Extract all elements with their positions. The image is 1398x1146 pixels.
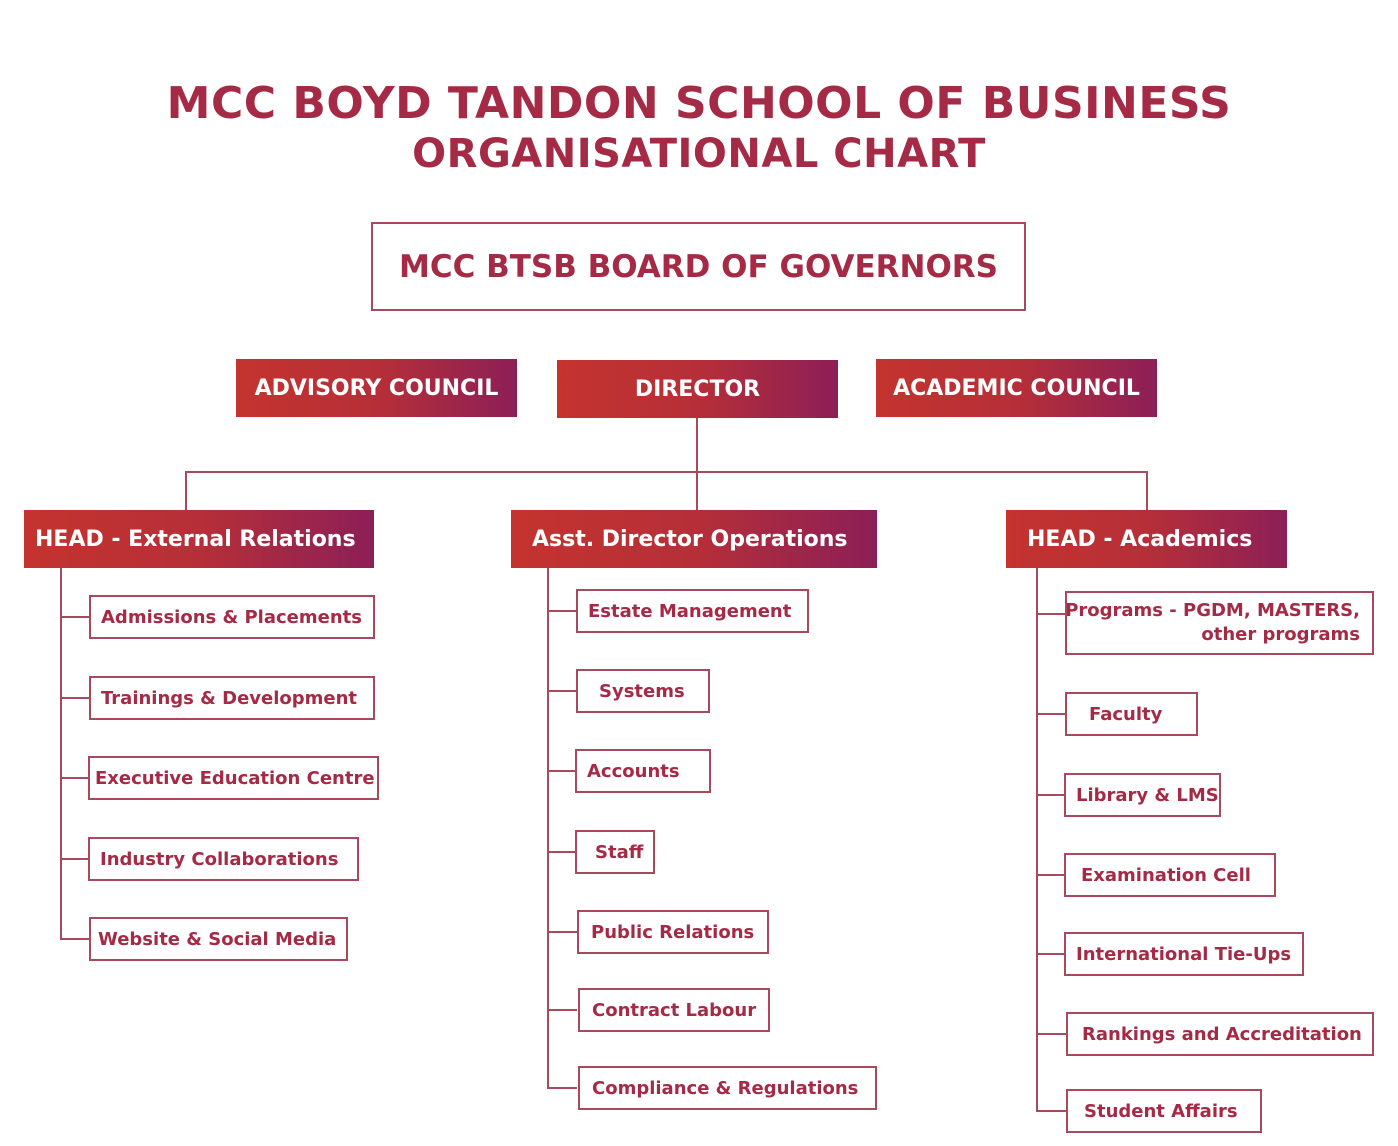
operations-branch: [547, 770, 577, 772]
operations-branch: [547, 931, 577, 933]
systems-box: [576, 669, 710, 713]
head-academics-label: HEAD - Academics: [1027, 526, 1253, 552]
external-branch: [60, 777, 89, 779]
academics-branch: [1036, 1110, 1066, 1112]
industry-collaborations-box: [88, 837, 359, 881]
external-branch: [60, 616, 89, 618]
chart-title-line-2: ORGANISATIONAL CHART: [412, 131, 986, 177]
industry-collaborations-label: Industry Collaborations: [100, 848, 339, 870]
academics-branch: [1036, 1033, 1066, 1035]
executive-education-label: Executive Education Centre: [95, 767, 375, 789]
rankings-accreditation-box: [1066, 1012, 1374, 1056]
estate-management-box: [576, 589, 809, 633]
admissions-placements-box: [89, 595, 375, 639]
staff-label: Staff: [595, 841, 644, 863]
operations-branch: [547, 1087, 577, 1089]
chart-title-line-1: MCC BOYD TANDON SCHOOL OF BUSINESS: [166, 78, 1232, 129]
contract-labour-label: Contract Labour: [592, 999, 757, 1021]
international-tie-ups-box: [1064, 932, 1304, 976]
advisory-council-box: [236, 359, 517, 417]
external-spine: [60, 568, 62, 940]
programs-label-line-2: other programs: [1201, 624, 1360, 645]
head-academics-box: [1006, 510, 1287, 568]
examination-cell-label: Examination Cell: [1081, 864, 1251, 886]
external-branch: [60, 697, 89, 699]
external-branch: [60, 938, 89, 940]
operations-branch: [547, 851, 577, 853]
compliance-regulations-box: [578, 1066, 877, 1110]
director-label: DIRECTOR: [634, 376, 761, 402]
trainings-development-box: [89, 676, 375, 720]
external-drop-line: [185, 471, 187, 510]
faculty-label: Faculty: [1089, 703, 1163, 725]
compliance-regulations-label: Compliance & Regulations: [592, 1077, 859, 1099]
student-affairs-label: Student Affairs: [1084, 1100, 1238, 1122]
rankings-accreditation-label: Rankings and Accreditation: [1082, 1023, 1362, 1045]
student-affairs-box: [1066, 1089, 1262, 1133]
admissions-placements-label: Admissions & Placements: [101, 606, 362, 628]
academics-spine: [1036, 568, 1038, 1112]
head-external-relations-box: [24, 510, 374, 568]
operations-branch: [547, 1009, 577, 1011]
academic-council-box: [876, 359, 1157, 417]
website-social-media-label: Website & Social Media: [98, 928, 337, 950]
systems-label: Systems: [599, 680, 685, 702]
director-connector: [696, 418, 698, 510]
operations-branch: [547, 690, 577, 692]
academics-branch: [1036, 874, 1066, 876]
library-lms-box: [1064, 773, 1221, 817]
board-of-governors-label: MCC BTSB BOARD OF GOVERNORS: [398, 248, 999, 285]
head-external-relations-label: HEAD - External Relations: [35, 526, 356, 552]
library-lms-label: Library & LMS: [1076, 784, 1219, 806]
faculty-box: [1065, 692, 1198, 736]
public-relations-box: [577, 910, 769, 954]
asst-director-operations-label: Asst. Director Operations: [532, 526, 848, 552]
asst-director-operations-box: [511, 510, 877, 568]
academics-drop-line: [1146, 471, 1148, 510]
estate-management-label: Estate Management: [588, 600, 792, 622]
programs-box: [1065, 591, 1374, 655]
executive-education-box: [88, 756, 379, 800]
operations-branch: [547, 610, 577, 612]
international-tie-ups-label: International Tie-Ups: [1076, 943, 1292, 965]
advisory-council-label: ADVISORY COUNCIL: [254, 375, 499, 401]
programs-label-line-1: Programs - PGDM, MASTERS,: [1065, 600, 1360, 621]
director-box: [557, 360, 838, 418]
board-of-governors-box: [371, 222, 1026, 311]
website-social-media-box: [89, 917, 348, 961]
examination-cell-box: [1064, 853, 1276, 897]
contract-labour-box: [578, 988, 770, 1032]
accounts-box: [575, 749, 711, 793]
academics-branch: [1036, 613, 1066, 615]
public-relations-label: Public Relations: [591, 921, 755, 943]
academics-branch: [1036, 713, 1066, 715]
accounts-label: Accounts: [587, 760, 680, 782]
academics-branch: [1036, 794, 1066, 796]
trainings-development-label: Trainings & Development: [101, 687, 358, 709]
academics-branch: [1036, 953, 1066, 955]
external-branch: [60, 858, 89, 860]
head-bus-line: [185, 471, 1148, 473]
staff-box: [575, 830, 655, 874]
academic-council-label: ACADEMIC COUNCIL: [893, 375, 1140, 401]
